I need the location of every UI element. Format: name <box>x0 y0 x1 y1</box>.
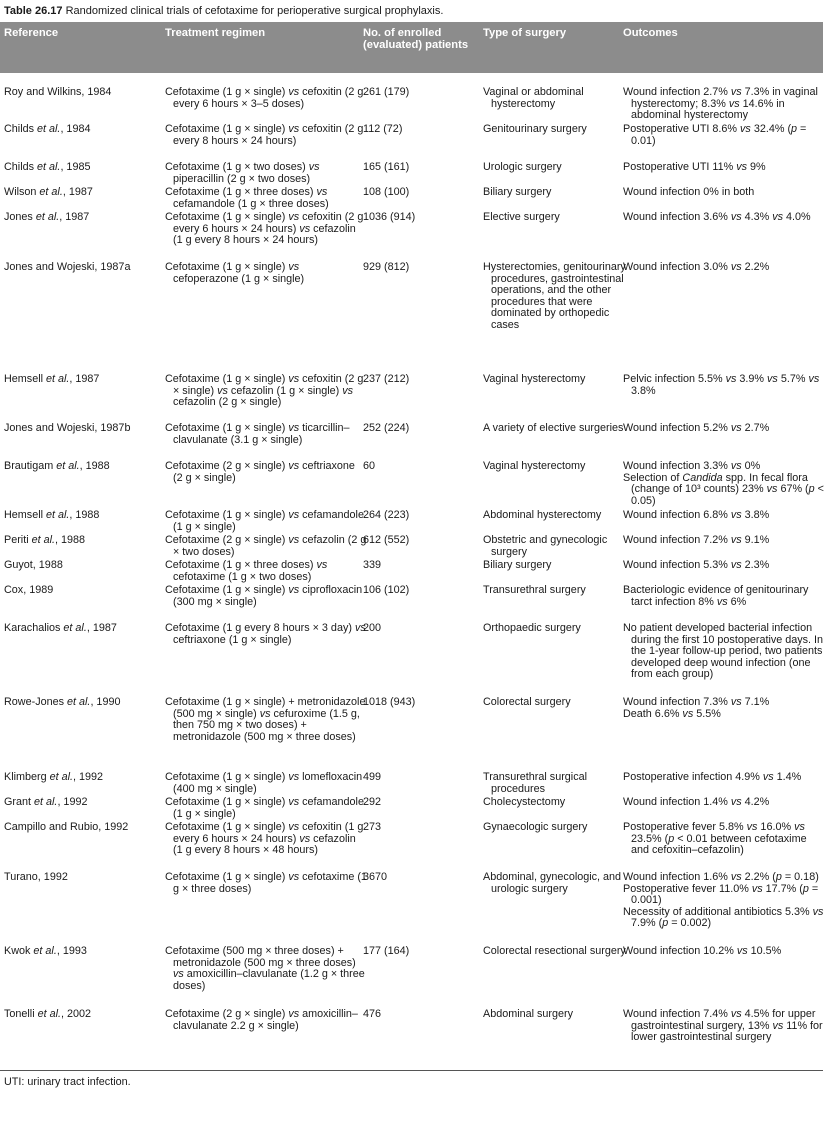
cell-outcomes <box>623 374 827 397</box>
cell-regimen: Cefotaxime (1 g × single) vs cefoxitin (2 g × single) vs cefazolin (1 g × single) vs cefazolin (2 g × single) <box>165 373 364 409</box>
cell-outcomes <box>623 585 827 608</box>
cell-outcomes <box>623 560 827 572</box>
cell-regimen: Cefotaxime (1 g × single) vs cefoxitin (2 g every 8 hours × 24 hours) <box>165 123 364 147</box>
cell-surgery: Hysterectomies, genitourinary procedures, gastrointestinal operations, and the other procedures that were dominated by orthopedic cases <box>483 261 626 331</box>
outcome-line: Wound infection 0% in both <box>623 186 755 198</box>
outcome-line: Death 6.6% vs 5.5% <box>623 707 721 720</box>
outcome-line: Wound infection 1.6% vs 2.2% (p = 0.18) <box>623 871 819 883</box>
cell-outcomes <box>623 772 827 784</box>
cell-surgery: Vaginal or abdominal hysterectomy <box>483 86 584 110</box>
cell-reference: Guyot, 1988 <box>4 559 63 571</box>
cell-surgery: Abdominal surgery <box>483 1008 574 1020</box>
cell-outcomes <box>623 423 827 435</box>
header-surgery: Type of surgery <box>483 27 567 39</box>
cell-surgery: Elective surgery <box>483 211 560 223</box>
cell-regimen: Cefotaxime (500 mg × three doses) + metronidazole (500 mg × three doses) vs amoxicillin–clavulanate (1.2 g × three doses) <box>165 945 365 992</box>
cell-surgery: Orthopaedic surgery <box>483 622 581 634</box>
cell-reference: Roy and Wilkins, 1984 <box>4 86 112 98</box>
outcome-line: Wound infection 3.3% vs 0% <box>623 460 761 472</box>
cell-surgery: Transurethral surgical procedures <box>483 771 588 795</box>
cell-surgery: Abdominal, gynecologic, and urologic surgery <box>483 871 622 895</box>
cell-reference: Cox, 1989 <box>4 584 54 596</box>
cell-reference: Hemsell et al., 1987 <box>4 373 100 385</box>
cell-enrolled: 264 (223) <box>363 509 410 521</box>
cell-enrolled: 60 <box>363 460 376 472</box>
cell-enrolled: 1018 (943) <box>363 696 416 708</box>
header-reference: Reference <box>4 27 59 39</box>
outcome-line: Bacteriologic evidence of genitourinary tarct infection 8% vs 6% <box>623 584 809 608</box>
cell-enrolled: 476 <box>363 1008 382 1020</box>
cell-regimen: Cefotaxime (1 g × single) vs cefotaxime (1 g × three doses) <box>165 871 367 895</box>
header-outcomes: Outcomes <box>623 27 678 39</box>
outcome-line: Postoperative infection 4.9% vs 1.4% <box>623 771 802 783</box>
header-regimen: Treatment regimen <box>165 27 266 39</box>
cell-outcomes <box>623 510 827 522</box>
cell-outcomes <box>623 872 827 930</box>
outcome-line: Postoperative UTI 11% vs 9% <box>623 161 766 173</box>
table-header-row <box>0 22 823 73</box>
cell-enrolled: 106 (102) <box>363 584 410 596</box>
cell-regimen: Cefotaxime (1 g × single) vs cefoxitin (1 g every 6 hours × 24 hours) vs cefazolin (1 g every 8 hours × 48 hours) <box>165 821 364 857</box>
cell-surgery: Obstetric and gynecologic surgery <box>483 534 608 558</box>
cell-outcomes <box>623 946 827 958</box>
cell-outcomes <box>623 212 827 224</box>
table-caption-label: Table 26.17 <box>4 5 63 17</box>
cell-regimen: Cefotaxime (1 g × single) vs cefamandole (1 g × single) <box>165 796 364 820</box>
outcome-line: Postoperative fever 11.0% vs 17.7% (p = 0.001) <box>623 882 819 907</box>
outcome-line: Wound infection 3.0% vs 2.2% <box>623 261 770 273</box>
cell-reference: Jones and Wojeski, 1987a <box>4 261 131 273</box>
outcome-line: Wound infection 7.3% vs 7.1% <box>623 696 770 708</box>
cell-reference: Jones et al., 1987 <box>4 211 90 223</box>
cell-surgery: A variety of elective surgeries <box>483 422 624 434</box>
outcome-line: Wound infection 2.7% vs 7.3% in vaginal hysterectomy; 8.3% vs 14.6% in abdominal hysterectomy <box>623 86 818 122</box>
outcome-line: Pelvic infection 5.5% vs 3.9% vs 5.7% vs 3.8% <box>623 373 820 397</box>
cell-outcomes <box>623 1009 827 1044</box>
cell-reference: Rowe-Jones et al., 1990 <box>4 696 121 708</box>
outcome-line: Wound infection 3.6% vs 4.3% vs 4.0% <box>623 211 811 223</box>
cell-regimen: Cefotaxime (1 g × two doses) vs piperacillin (2 g × two doses) <box>165 161 320 185</box>
cell-reference: Kwok et al., 1993 <box>4 945 87 957</box>
cell-surgery: Biliary surgery <box>483 559 552 571</box>
outcome-line: Wound infection 7.4% vs 4.5% for upper gastrointestinal surgery, 13% vs 11% for lower gastrointestinal surgery <box>623 1008 823 1044</box>
cell-outcomes <box>623 697 827 720</box>
cell-enrolled: 292 <box>363 796 382 808</box>
cell-enrolled: 112 (72) <box>363 123 403 135</box>
cell-outcomes <box>623 187 827 199</box>
cell-enrolled: 273 <box>363 821 382 833</box>
cell-reference: Childs et al., 1984 <box>4 123 91 135</box>
cell-reference: Periti et al., 1988 <box>4 534 86 546</box>
outcome-line: Wound infection 10.2% vs 10.5% <box>623 945 782 957</box>
outcome-line: Wound infection 1.4% vs 4.2% <box>623 796 770 808</box>
outcome-line: Wound infection 5.2% vs 2.7% <box>623 422 770 434</box>
cell-reference: Brautigam et al., 1988 <box>4 460 110 472</box>
cell-surgery: Abdominal hysterectomy <box>483 509 602 521</box>
cell-enrolled: 499 <box>363 771 382 783</box>
cell-surgery: Vaginal hysterectomy <box>483 460 586 472</box>
cell-regimen: Cefotaxime (1 g × three doses) vs cefotaxime (1 g × two doses) <box>165 559 328 583</box>
outcome-line: Wound infection 6.8% vs 3.8% <box>623 509 770 521</box>
cell-enrolled: 3670 <box>363 871 388 883</box>
table-bottom-rule <box>0 1070 823 1071</box>
cell-regimen: Cefotaxime (1 g every 8 hours × 3 day) vs ceftriaxone (1 g × single) <box>165 622 366 646</box>
cell-surgery: Biliary surgery <box>483 186 552 198</box>
outcome-line: Wound infection 5.3% vs 2.3% <box>623 559 770 571</box>
outcome-line: Selection of Candida spp. In fecal flora (change of 10³ counts) 23% vs 67% (p < 0.05) <box>623 471 824 507</box>
cell-reference: Childs et al., 1985 <box>4 161 91 173</box>
cell-outcomes <box>623 623 827 681</box>
cell-outcomes <box>623 124 827 147</box>
cell-outcomes <box>623 535 827 547</box>
cell-reference: Hemsell et al., 1988 <box>4 509 100 521</box>
cell-enrolled: 108 (100) <box>363 186 410 198</box>
cell-outcomes <box>623 461 827 507</box>
cell-regimen: Cefotaxime (1 g × single) vs cefoxitin (2 g every 6 hours × 3–5 doses) <box>165 86 364 110</box>
cell-regimen: Cefotaxime (1 g × single) vs ticarcillin–clavulanate (3.1 g × single) <box>165 422 350 446</box>
cell-surgery: Gynaecologic surgery <box>483 821 588 833</box>
cell-regimen: Cefotaxime (2 g × single) vs ceftriaxone (2 g × single) <box>165 460 355 484</box>
table-footnote: UTI: urinary tract infection. <box>4 1076 131 1088</box>
cell-surgery: Colorectal surgery <box>483 696 571 708</box>
cell-enrolled: 612 (552) <box>363 534 410 546</box>
cell-outcomes <box>623 87 827 122</box>
cell-regimen: Cefotaxime (1 g × single) vs cefoperazone (1 g × single) <box>165 261 305 285</box>
table-caption <box>4 4 443 18</box>
cell-reference: Wilson et al., 1987 <box>4 186 93 198</box>
cell-reference: Jones and Wojeski, 1987b <box>4 422 131 434</box>
cell-enrolled: 252 (224) <box>363 422 410 434</box>
cell-regimen: Cefotaxime (1 g × single) vs cefamandole (1 g × single) <box>165 509 364 533</box>
cell-surgery: Urologic surgery <box>483 161 562 173</box>
cell-regimen: Cefotaxime (1 g × single) vs cefoxitin (2 g every 6 hours × 24 hours) vs cefazolin (1 g every 8 hours × 24 hours) <box>165 211 364 247</box>
outcome-line: Wound infection 7.2% vs 9.1% <box>623 534 770 546</box>
cell-regimen: Cefotaxime (1 g × single) + metronidazole (500 mg × single) vs cefuroxime (1.5 g, then 750 mg × two doses) + metronidazole (500 mg × three doses) <box>165 696 366 743</box>
cell-enrolled: 929 (812) <box>363 261 410 273</box>
cell-regimen: Cefotaxime (2 g × single) vs amoxicillin–clavulanate 2.2 g × single) <box>165 1008 358 1032</box>
cell-regimen: Cefotaxime (1 g × three doses) vs cefamandole (1 g × three doses) <box>165 186 329 210</box>
cell-regimen: Cefotaxime (1 g × single) vs ciprofloxacin (300 mg × single) <box>165 584 363 608</box>
cell-reference: Klimberg et al., 1992 <box>4 771 104 783</box>
cell-reference: Grant et al., 1992 <box>4 796 88 808</box>
cell-enrolled: 200 <box>363 622 382 634</box>
cell-outcomes <box>623 822 827 857</box>
cell-outcomes <box>623 162 827 174</box>
cell-enrolled: 1036 (914) <box>363 211 416 223</box>
cell-regimen: Cefotaxime (1 g × single) vs lomefloxacin (400 mg × single) <box>165 771 363 795</box>
cell-reference: Turano, 1992 <box>4 871 68 883</box>
outcome-line: No patient developed bacterial infection during the first 10 postoperative days. In the 1-year follow-up period, two patients developed deep wound infection (one from each group) <box>623 622 824 681</box>
table-caption-text: Randomized clinical trials of cefotaxime for perioperative surgical prophylaxis. <box>65 5 444 17</box>
outcome-line: Postoperative UTI 8.6% vs 32.4% (p = 0.01) <box>623 123 807 147</box>
cell-regimen: Cefotaxime (2 g × single) vs cefazolin (2 g × two doses) <box>165 534 367 558</box>
header-enrolled: No. of enrolled (evaluated) patients <box>363 27 469 51</box>
cell-surgery: Colorectal resectional surgery <box>483 945 626 957</box>
cell-outcomes <box>623 262 827 274</box>
cell-enrolled: 261 (179) <box>363 86 410 98</box>
cell-reference: Karachalios et al., 1987 <box>4 622 117 634</box>
cell-surgery: Transurethral surgery <box>483 584 586 596</box>
cell-enrolled: 165 (161) <box>363 161 410 173</box>
cell-surgery: Cholecystectomy <box>483 796 566 808</box>
cell-reference: Tonelli et al., 2002 <box>4 1008 92 1020</box>
cell-outcomes <box>623 797 827 809</box>
cell-enrolled: 339 <box>363 559 382 571</box>
cell-enrolled: 237 (212) <box>363 373 410 385</box>
outcome-line: Necessity of additional antibiotics 5.3% vs 7.9% (p = 0.002) <box>623 905 824 930</box>
cell-surgery: Vaginal hysterectomy <box>483 373 586 385</box>
cell-reference: Campillo and Rubio, 1992 <box>4 821 129 833</box>
cell-enrolled: 177 (164) <box>363 945 410 957</box>
cefotaxime-trials-table <box>0 22 824 1044</box>
outcome-line: Postoperative fever 5.8% vs 16.0% vs 23.5% (p < 0.01 between cefotaxime and cefoxitin–cefazolin) <box>623 821 807 857</box>
cell-surgery: Genitourinary surgery <box>483 123 587 135</box>
